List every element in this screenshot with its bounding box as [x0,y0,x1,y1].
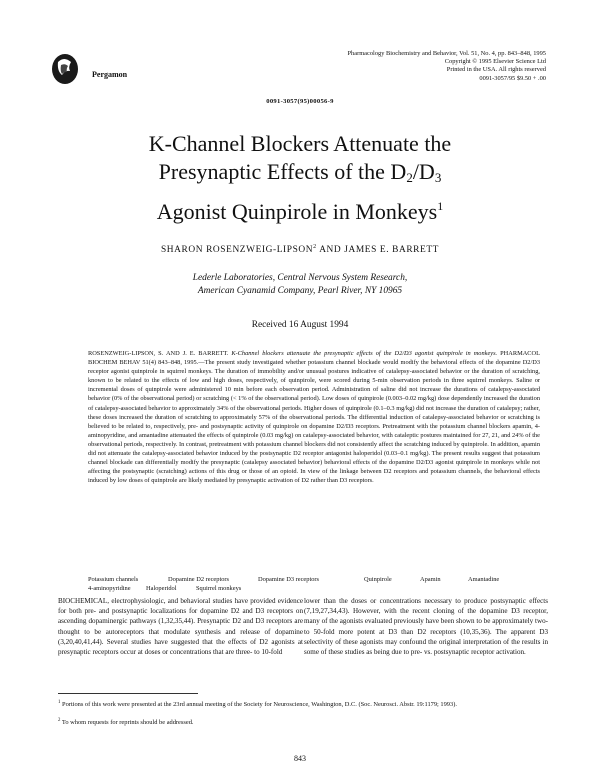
title-line-1: K-Channel Blockers Attenuate the [148,131,452,156]
keyword: 4-aminopyridine [88,585,131,592]
footnote-2-mark: 2 [58,718,61,723]
doi: 0091-3057(95)00056-9 [266,98,334,105]
footnote-2 [58,717,544,727]
keyword: Quinpirole [364,576,392,583]
authors [0,244,600,255]
author-1: SHARON ROSENZWEIG-LIPSON [160,245,314,256]
keyword: Potassium channels [88,576,139,583]
title-sub-d3: 3 [434,170,442,185]
keyword: Squirrel monkeys [196,585,242,592]
body-column-2: lower than the doses or concentrations necessary to produce postsynaptic effects (7,19,27,34,43). However, with the recent cloning of the dopamine D3 receptor, many of the agonists evaluated previously have been shown to be approximately two- to 50-fold more potent at D3 than D2 receptors (10,35,36). The apparent D3 selectivity of these agonists may confound the original interpretation of the results in some of these studies as being due to pre- vs. postsynaptic receptor activation. [304,597,548,657]
author-1-footnote-mark: 2 [313,244,317,250]
author-2: JAMES E. BARRETT [344,245,440,256]
keyword: Dopamine D3 receptors [258,576,320,583]
publisher-name: Pergamon [92,70,128,79]
affiliation-line-2: American Cyanamid Company, Pearl River, NY 10965 [197,286,403,296]
abstract-italic-title: K-Channel blockers attenuate the presynaptic effects of the D2/D3 agonist quinpirole in monkeys. [228,350,498,357]
keyword: Dopamine D2 receptors [168,576,230,583]
title-line-3-text: Agonist Quinpirole in Monkeys [156,199,438,224]
footnote-1-mark: 1 [58,700,61,705]
footnote-2-text: To whom requests for reprints should be addressed. [60,719,194,727]
abstract-lead: ROSENZWEIG-LIPSON, S. AND J. E. BARRETT. [88,350,229,357]
keyword: Apamin [420,576,441,583]
journal-printed: Printed in the USA. All rights reserved [446,66,546,74]
keywords-row-2 [88,585,548,594]
title-sub-d2: 2 [406,170,413,185]
keywords-row-1 [88,576,548,585]
abstract-citation: PHARMACOL BIOCHEM BEHAV 51(4) 843–848, 1995. [88,350,540,367]
journal-issn: 0091-3057/95 $9.50 + .00 [479,74,546,82]
keyword: Amantadine [468,576,500,583]
publisher-logo-icon [50,52,80,86]
footnote-1 [58,699,544,709]
journal-copyright: Copyright © 1995 Elsevier Science Ltd [444,58,546,66]
journal-citation: Pharmacology Biochemistry and Behavior, Vol. 51, No. 4, pp. 843–848, 1995 [347,50,546,57]
journal-info [306,50,546,83]
abstract [88,349,540,485]
paper-title [60,130,540,226]
footnote-1-text: Portions of this work were presented at the 23rd annual meeting of the Society for Neuroscience, Washington, D.C. (Soc. Neurosci. Abstr. 19:1179; 1993). [62,701,457,709]
page-number: 843 [294,754,306,763]
title-footnote-mark: 1 [437,199,444,213]
body-column-1: BIOCHEMICAL, electrophysiologic, and behavioral studies have provided evidence for both pre- and postsynaptic localizations for dopamine D2 and D3 receptors on ascending dopaminergic pathways (1,32,35,44). Presynaptic D2 and D3 receptors are thought to be autoreceptors that modulate synthesis and release of dopamine (3,20,40,41,44). Several studies have suggested that the effects of D2 agonists at presynaptic receptors occur at doses or concentrations that are three- to 10-fold [58,597,303,657]
title-line-2-text: Presynaptic Effects of the D [158,159,407,184]
title-line-3 [60,192,540,226]
affiliation-line-1: Lederle Laboratories, Central Nervous System Research, [192,273,408,283]
footnote-rule [58,693,198,694]
affiliation [0,272,600,298]
title-slash-d: /D [412,159,435,184]
received-date: Received 16 August 1994 [251,320,349,330]
authors-and: AND [316,245,345,256]
keyword: Haloperidol [146,585,177,592]
abstract-body: —The present study investigated whether potassium channel blockade would modify the behavioral effects of the dopamine D2/D3 receptor agonist quinpirole in squirrel monkeys. The duration of immobility and/or unusual postures indicative of catalepsy-associated behavior or the duration of scratching, known to be related to the effects of low and high doses, respectively, of quinpirole, were scored during 5-min observation periods in three squirrel monkeys. Saline or incremental doses of quinpirole were administered 10 min before each observation period. Administration of saline did not increase the durations of catalepsy-associated behavior (0% of the observational period) or scratching (< 1% of the observational period). Low doses of quinpirole (0.003–0.02 mg/kg) dose dependently increased the duration of catalepsy-associated behavior to approximately 34% of the observational periods. Higher doses of quinpirole (0.1–0.3 mg/kg) did not increase the duration of catalepsy; rather, these doses increased the duration of scratching to approximately 57% of the observational periods. The differential induction of catalepsy-associated behavior or scratching is believed to be related to, respectively, pre- and postsynaptic activity of quinpirole on dopamine D2/D3 receptors. Pretreatment with the potassium channel blockers apamin, 4-aminopyridine, and amantadine attenuated the effects of quinpirole (0.03 mg/kg) on catalepsy-associated behavior, with cataleptic postures maintained for 27, 21, and 24% of the observational periods, respectively. In contrast, pretreatment with potassium channel blockers did not consistently affect the scratching induced by quinpirole. In addition, apamin did not attenuate the catalepsy-associated behavior induced by the postsynaptic D2 receptor antagonist haloperidol (0.03–0.1 mg/kg). The present results suggest that potassium channel blockade can differentially modify the presynaptic (catalepsy associated behavior) behavioral effects of the dopamine D2/D3 agonist quinpirole in monkeys while not affecting the postsynaptic (scratching) actions of this drug or those of an opioid. In view of the linkage between D2 receptors and potassium channels, the behavioral effects induced by low doses of quinpirole are likely mediated by presynaptic activation of D2 rather than D3 receptors. [88,359,540,485]
title-line-2 [60,158,540,192]
